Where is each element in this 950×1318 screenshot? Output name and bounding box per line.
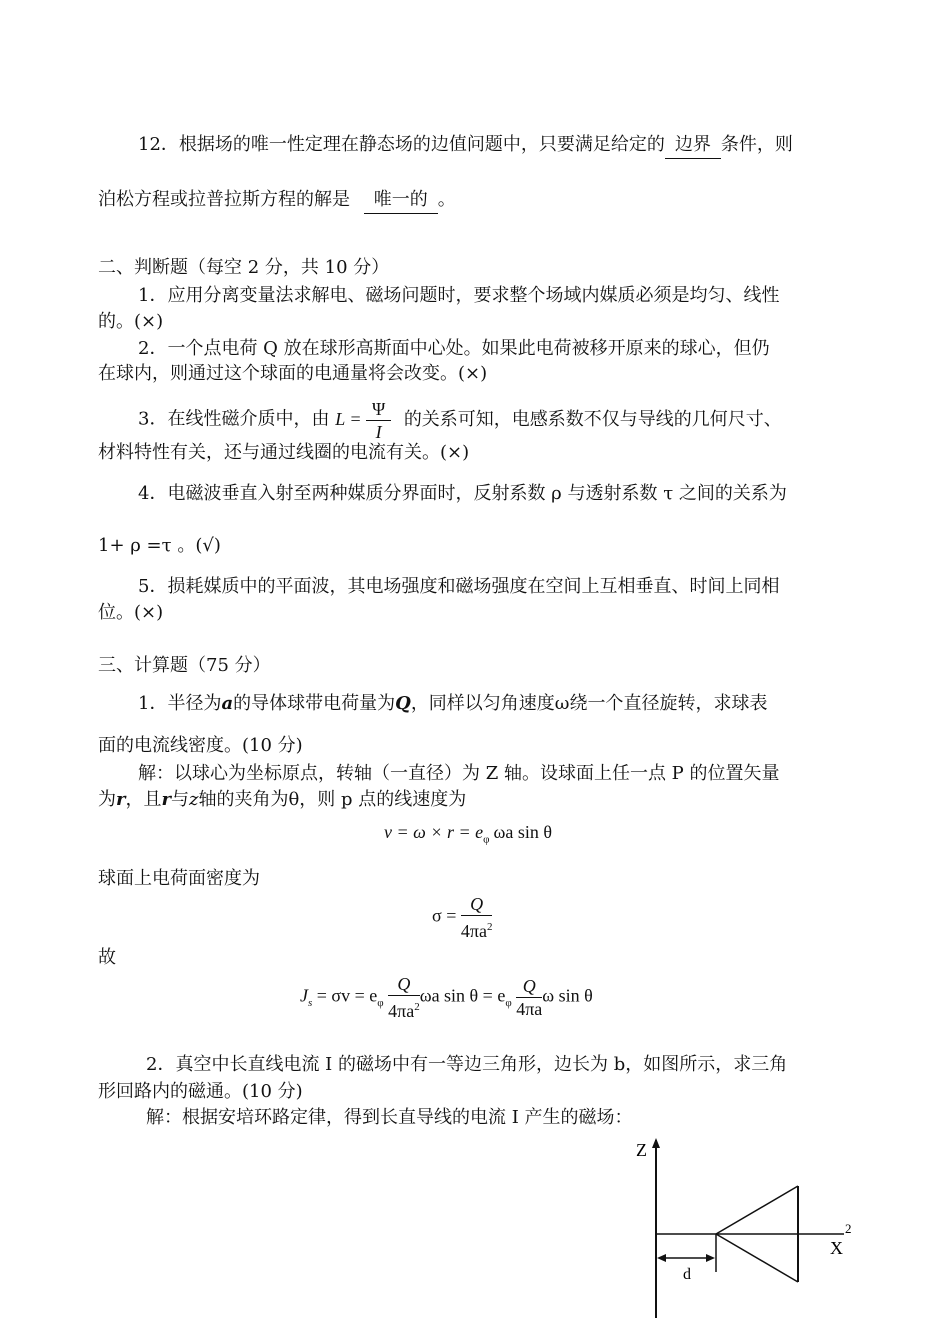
- judge-2-line2: 在球内，则通过这个球面的电通量将会改变。(×): [98, 363, 488, 384]
- judge-3-line2: 材料特性有关，还与通过线圈的电流有关。(×): [98, 442, 470, 463]
- q12-line1: 12．根据场的唯一性定理在静态场的边值问题中，只要满足给定的 边界 条件，则: [138, 133, 793, 159]
- blank-boundary: 边界: [665, 134, 721, 159]
- judge-4-line2: 1+ ρ =τ 。(√): [98, 535, 221, 556]
- solution-1-line1: 解：以球心为坐标原点，转轴（一直径）为 Z 轴。设球面上任一点 P 的位置矢量: [138, 763, 780, 784]
- triangle-figure: [600, 1130, 860, 1318]
- judge-3-line1: 3．在线性磁介质中，由 L = $\frac{\Psi}{I}$ 的关系可知，电感系数不仅与导线的几何尺寸、: [138, 399, 782, 442]
- d-label: d: [683, 1266, 691, 1283]
- solution-1-line3: 球面上电荷面密度为: [98, 868, 260, 889]
- judge-5-line1: 5．损耗媒质中的平面波，其电场强度和磁场强度在空间上互相垂直、时间上同相: [138, 576, 780, 597]
- z-axis-label: Z: [636, 1140, 647, 1160]
- d-arrow-right: [706, 1254, 715, 1262]
- solution-2-line1: 解：根据安培环路定律，得到长直导线的电流 I 产生的磁场：: [146, 1107, 633, 1128]
- section3-title: 三、计算题（75 分）: [98, 655, 271, 676]
- judge-1-line2: 的。(×): [98, 311, 164, 332]
- judge-4-line1: 4．电磁波垂直入射至两种媒质分界面时，反射系数 ρ 与透射系数 τ 之间的关系为: [138, 483, 787, 504]
- calc-1-line1: 1．半径为a的导体球带电荷量为Q，同样以匀角速度ω绕一个直径旋转，求球表: [138, 693, 768, 714]
- z-axis-arrow: [652, 1138, 660, 1148]
- q12-line2: 泊松方程或拉普拉斯方程的解是 唯一的 。: [98, 188, 456, 214]
- triangle-side-lower: [716, 1234, 798, 1282]
- solution-1-line2: 为r，且r与z轴的夹角为θ，则 p 点的线速度为: [98, 789, 467, 810]
- triangle-side-upper: [716, 1186, 798, 1234]
- page-mark: 2: [845, 1221, 852, 1236]
- current-density-equation: $J_s = \sigma v = e_\varphi$ $\frac{Q}{4\pi a^2}$ ωa $\sin \theta = e_\varphi$ $\frac{Q}{4\pi a}$ ω sin θ: [300, 974, 593, 1021]
- section2-title: 二、判断题（每空 2 分，共 10 分）: [98, 257, 390, 278]
- charge-density-equation: σ = $\frac{Q}{4\pi a^2}$: [432, 894, 493, 941]
- solution-1-line4: 故: [98, 947, 116, 968]
- calc-2-line2: 形回路内的磁通。(10 分): [98, 1081, 303, 1102]
- calc-1-line2: 面的电流线密度。(10 分): [98, 735, 303, 756]
- blank-unique: 唯一的: [364, 189, 438, 214]
- x-axis-label: X: [830, 1238, 843, 1258]
- judge-1-line1: 1．应用分离变量法求解电、磁场问题时，要求整个场域内媒质必须是均匀、线性: [138, 285, 780, 306]
- calc-2-line1: 2．真空中长直线电流 I 的磁场中有一等边三角形，边长为 b，如图所示，求三角: [146, 1054, 788, 1075]
- judge-2-line1: 2．一个点电荷 Q 放在球形高斯面中心处。如果此电荷被移开原来的球心，但仍: [138, 338, 770, 359]
- inductance-formula: L = $\frac{\Psi}{I}$: [335, 409, 396, 429]
- d-arrow-left: [657, 1254, 666, 1262]
- judge-5-line2: 位。(×): [98, 602, 164, 623]
- velocity-equation: $v = \omega \times r = e_\varphi$ ωa sin θ: [384, 822, 552, 846]
